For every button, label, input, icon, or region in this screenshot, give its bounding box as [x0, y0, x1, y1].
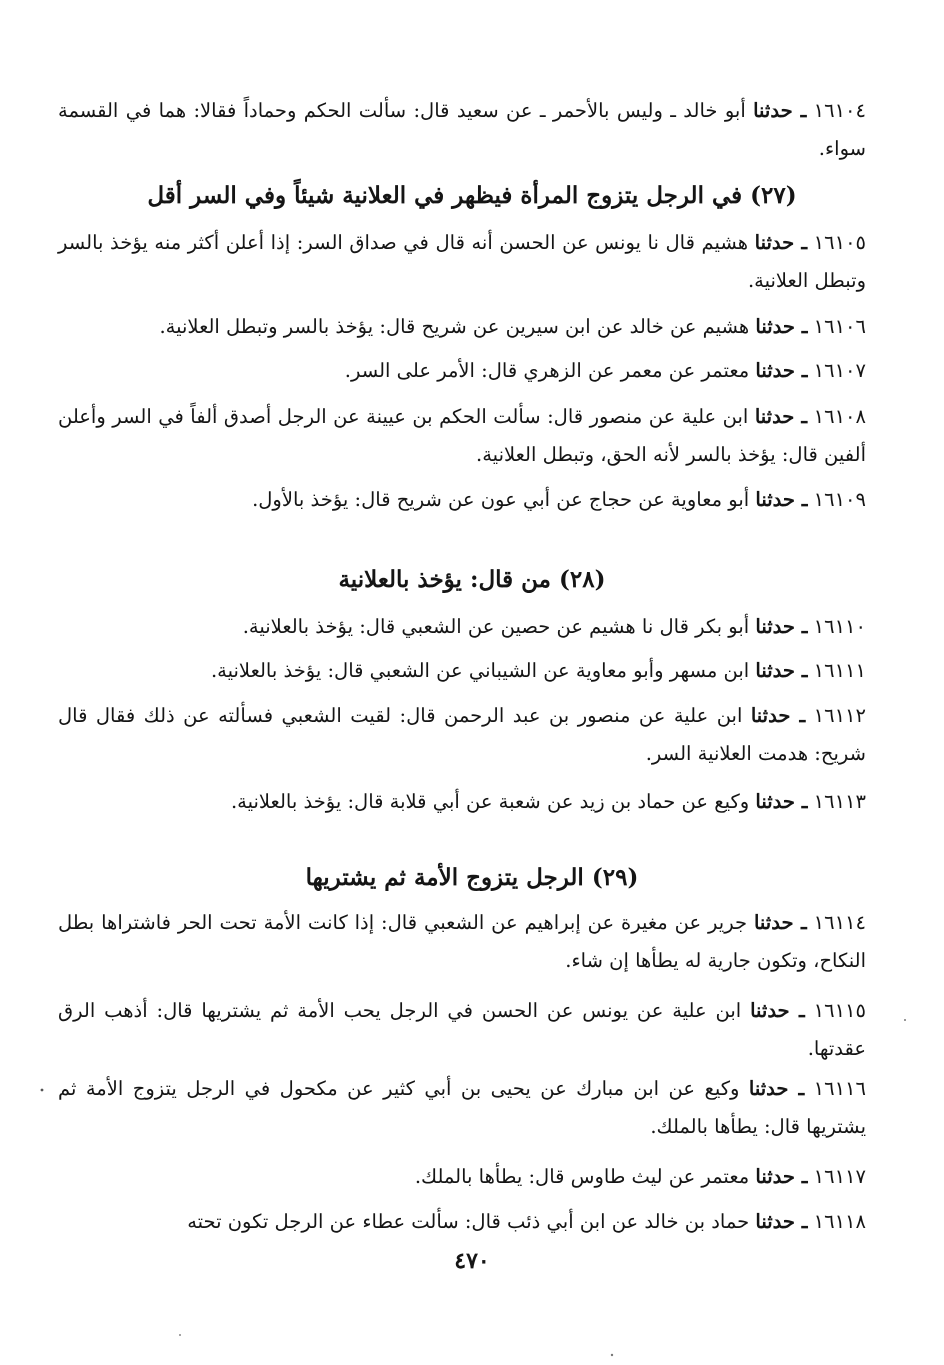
entry-text: أبو معاوية عن حجاج عن أبي عون عن شريح قال: يؤخذ بالأول. — [252, 488, 756, 511]
entry-text: معتمر عن معمر عن الزهري قال: الأمر على السر. — [344, 359, 756, 382]
entry-text: ابن علية عن منصور قال: سألت الحكم بن عيينة عن الرجل أصدق ألفاً في السر وأعلن ألفين قال: يؤخذ بالسر لأنه الحق، وتبطل العلانية. — [58, 405, 866, 466]
narration-keyword: ـ حدثنا — [755, 488, 808, 511]
narration-keyword: ـ حدثنا — [753, 99, 807, 122]
entry-text: حماد بن خالد عن ابن أبي ذئب قال: سألت عطاء عن الرجل تكون تحته — [187, 1210, 756, 1233]
entry-number: ١٦١١١ — [813, 659, 866, 682]
narration-keyword: ـ حدثنا — [750, 704, 806, 727]
entry-number: ١٦١١٨ — [813, 1210, 866, 1233]
entry-number: ١٦١١٦ — [813, 1077, 866, 1100]
entry-number: ١٦١١٧ — [813, 1165, 866, 1188]
narration-keyword: ـ حدثنا — [755, 790, 808, 813]
entry-text: وكيع عن حماد بن زيد عن شعبة عن أبي قلابة قال: يؤخذ بالعلانية. — [230, 790, 756, 813]
entry-number: ١٦١١٥ — [813, 999, 867, 1022]
entry-text: أبو بكر قال نا هشيم عن حصين عن الشعبي قال: يؤخذ بالعلانية. — [242, 615, 756, 638]
entry-16116 — [58, 1070, 866, 1146]
narration-keyword: ـ حدثنا — [754, 231, 808, 254]
entry-number: ١٦١١٢ — [813, 704, 867, 727]
narration-keyword: ـ حدثنا — [755, 315, 808, 338]
entry-text: أبو خالد ـ وليس بالأحمر ـ عن سعيد قال: سألت الحكم وحماداً فقالا: هما في القسمة سواء. — [58, 99, 866, 160]
entry-text: معتمر عن ليث طاوس قال: يطأها بالملك. — [414, 1165, 756, 1188]
page-number: ٤٧٠ — [454, 1248, 490, 1274]
narration-keyword: ـ حدثنا — [755, 659, 808, 682]
narration-keyword: ـ حدثنا — [750, 999, 805, 1022]
entry-number: ١٦١٠٩ — [813, 488, 866, 511]
narration-keyword: ـ حدثنا — [748, 1077, 805, 1100]
entry-16113 — [58, 783, 866, 821]
entry-16105 — [58, 224, 866, 300]
entry-text: ابن علية عن يونس عن الحسن في الرجل يحب الأمة ثم يشتريها قال: أذهب الرق عقدتها. — [58, 999, 866, 1060]
entry-text: ابن مسهر وأبو معاوية عن الشيباني عن الشعبي قال: يؤخذ بالعلانية. — [210, 659, 756, 682]
narration-keyword: ـ حدثنا — [753, 911, 807, 934]
entry-16112 — [58, 697, 866, 773]
entry-number: ١٦١٠٨ — [813, 405, 866, 428]
entry-text: هشيم عن خالد عن ابن سيرين عن شريح قال: يؤخذ بالسر وتبطل العلانية. — [159, 315, 756, 338]
narration-keyword: ـ حدثنا — [755, 1210, 808, 1233]
entry-number: ١٦١٠٧ — [813, 359, 866, 382]
narration-keyword: ـ حدثنا — [755, 359, 808, 382]
chapter-heading-28: (٢٨) من قال: يؤخذ بالعلانية — [338, 566, 606, 593]
entry-16107 — [58, 352, 866, 390]
entry-text: وكيع عن ابن مبارك عن يحيى بن أبي كثير عن مكحول في الرجل يتزوج الأمة ثم يشتريها قال: يطأها بالملك. — [58, 1077, 866, 1138]
entry-16115 — [58, 992, 866, 1068]
entry-number: ١٦١٠٤ — [813, 99, 866, 122]
narration-keyword: ـ حدثنا — [755, 1165, 808, 1188]
narration-keyword: ـ حدثنا — [755, 615, 808, 638]
entry-number: ١٦١١٠ — [813, 615, 866, 638]
entry-16114 — [58, 904, 866, 980]
entry-number: ١٦١١٤ — [813, 911, 867, 934]
chapter-heading-29: (٢٩) الرجل يتزوج الأمة ثم يشتريها — [305, 864, 639, 891]
entry-number: ١٦١١٣ — [813, 790, 866, 813]
entry-16111 — [58, 652, 866, 690]
entry-16117 — [58, 1158, 866, 1196]
entry-16106 — [58, 308, 866, 346]
entry-16108 — [58, 398, 866, 474]
entry-16110 — [58, 608, 866, 646]
entry-16109 — [58, 481, 866, 519]
narration-keyword: ـ حدثنا — [754, 405, 808, 428]
entry-text: جرير عن مغيرة عن إبراهيم عن الشعبي قال: إذا كانت الأمة تحت الحر فاشتراها بطل النكاح، وتكون جارية له يطأها إن شاء. — [58, 911, 866, 972]
entry-text: ابن علية عن منصور بن عبد الرحمن قال: لقيت الشعبي فسألته عن ذلك فقال قال شريح: هدمت العلانية السر. — [58, 704, 866, 765]
chapter-heading-27: (٢٧) في الرجل يتزوج المرأة فيظهر في العلانية شيئاً وفي السر أقل — [147, 182, 797, 209]
entry-16104 — [58, 92, 866, 168]
entry-text: هشيم قال نا يونس عن الحسن أنه قال في صداق السر: إذا أعلن أكثر منه يؤخذ بالسر وتبطل العلانية. — [58, 231, 866, 292]
entry-16118 — [58, 1203, 866, 1241]
entry-number: ١٦١٠٥ — [813, 231, 867, 254]
entry-number: ١٦١٠٦ — [813, 315, 866, 338]
